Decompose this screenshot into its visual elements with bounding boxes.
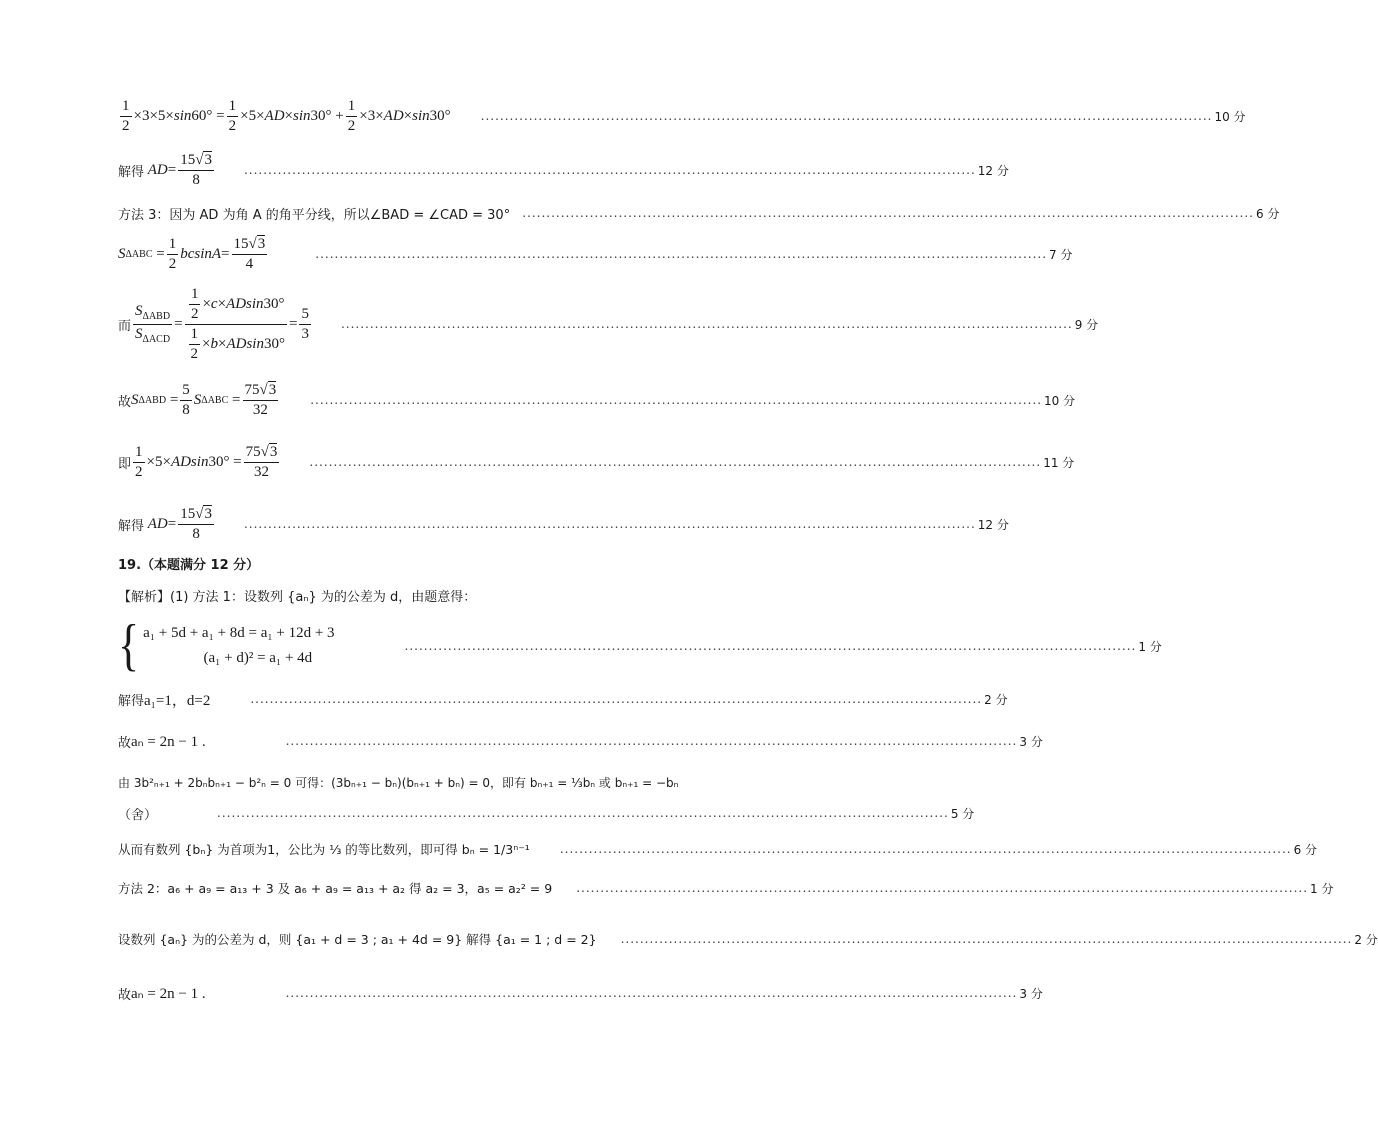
label: 故 [118,394,132,410]
equation: $\frac{1}{2}$ ×5× ADsin 30° = $\frac{75√3}{32}$ [135,443,278,480]
equation: aₙ = 2n − 1 . [131,985,206,1002]
leader-dots: ........................................................................................................................................................ [522,206,1254,220]
label: 解得 [118,518,145,534]
label: 解得 [118,164,145,180]
line-10 [118,584,674,606]
method-3-statement: 方法 3：因为 AD 为角 A 的角平分线，所以∠BAD = ∠CAD = 30° [118,207,511,223]
equation: S ΔABC = $\frac{1}{2}$ bcsinA = $\frac{15√3}{4}$ [118,235,266,272]
score: 5 分 [950,806,975,821]
derivation-text: 由 3b²ₙ₊₁ + 2bₙbₙ₊₁ − b²ₙ = 0 可得：(3bₙ₊₁ − bₙ)(bₙ₊₁ + bₙ) = 0，即有 bₙ₊₁ = ⅓bₙ 或 bₙ₊₁ = −bₙ [118,775,679,790]
method-2-system: 设数列 {aₙ} 为的公差为 d，则 {a₁ + d = 3 ; a₁ + 4d = 9} 解得 {a₁ = 1 ; d = 2} [118,932,597,947]
equation-2: (a₁ + d)² = a₁ + 4d [203,650,313,666]
score: 1 分 [1310,881,1334,896]
equation: AD = $\frac{15√3}{8}$ [147,151,212,188]
score: 3 分 [1019,986,1043,1001]
leader-dots: ........................................................................................................................................................ [480,109,1213,123]
line-8 [118,504,1009,544]
leader-dots: ........................................................................................................................................................ [340,317,1073,331]
label: 解得 [118,693,145,709]
leader-dots: ........................................................................................................................................................ [285,986,1018,1000]
score: 11 分 [1043,455,1075,470]
analysis-intro: 【解析】(1) 方法 1：设数列 {aₙ} 为的公差为 d，由题意得： [118,589,477,605]
line-16 [118,834,1318,864]
equation: a₁=1，d=2 [144,692,211,709]
leader-dots: ........................................................................................................................................................ [243,163,976,177]
line-18 [118,914,1378,964]
line-4 [118,234,1073,274]
line-1 [118,97,1246,134]
line-6 [118,380,1076,420]
score: 3 分 [1019,734,1043,749]
score: 2 分 [984,692,1008,707]
line-19 [118,982,1043,1004]
score: 10 分 [1044,393,1076,408]
leader-dots: ........................................................................................................................................................ [217,806,949,820]
label: 即 [118,456,132,472]
label: 故 [118,987,132,1003]
equation: aₙ = 2n − 1 . [131,733,206,750]
leader-dots: ........................................................................................................................................................ [310,393,1043,407]
label: 而 [118,318,132,334]
line-11 [118,613,1162,678]
score: 10 分 [1214,109,1246,124]
equation-system [143,625,334,667]
equation: AD = $\frac{15√3}{8}$ [147,505,212,542]
score: 1 分 [1138,639,1162,654]
leader-dots: ........................................................................................................................................................ [285,734,1018,748]
left-brace: { [118,613,140,678]
score: 7 分 [1049,247,1073,262]
discard-note: （舍） [118,807,158,823]
score: 9 分 [1074,317,1099,332]
leader-dots: ........................................................................................................................................................ [620,932,1353,946]
line-5 [118,284,1099,364]
line-3 [118,202,1280,224]
leader-dots: ........................................................................................................................................................ [243,517,976,531]
line-2 [118,150,1009,190]
leader-dots: ........................................................................................................................................................ [309,455,1042,469]
leader-dots: ........................................................................................................................................................ [250,692,983,706]
method-2-text: 方法 2：a₆ + a₉ = a₁₃ + 3 及 a₆ + a₉ = a₁₃ + a₂ 得 a₂ = 3，a₅ = a₂² = 9 [118,881,553,896]
question-19-heading [118,552,674,574]
line-13 [118,730,1043,752]
equation: $\frac{1}{2}$ ×3×5× sin 60° = $\frac{1}{2}$ ×5× AD × sin 30° + $\frac{1}{2}$ ×3× AD × sin 30° [122,97,451,134]
line-17 [118,876,1334,900]
conclusion-text: 从而有数列 {bₙ} 为首项为1，公比为 ⅓ 的等比数列，即可得 bₙ = 1/3ⁿ⁻¹ [118,842,530,857]
equation: $\frac{S_{\Delta ABD}}{S_{\Delta ACD}}$ = $\frac{1}{2}$ ×c×ADsin30° $\frac{1}{2}$ ×b×ADsin30° = $\frac{5}{3}$ [135,285,309,362]
score: 6 分 [1256,206,1280,221]
score: 12 分 [977,517,1009,532]
score: 2 分 [1354,932,1378,947]
equation: S ΔABD = $\frac{5}{8}$ S ΔABC = $\frac{75√3}{32}$ [131,381,277,418]
leader-dots: ........................................................................................................................................................ [404,639,1137,653]
score: 12 分 [977,163,1009,178]
line-14 [118,770,679,794]
leader-dots: ........................................................................................................................................................ [559,842,1292,856]
line-15 [118,802,975,824]
line-12 [118,688,1008,710]
label: 故 [118,735,132,751]
leader-dots: ........................................................................................................................................................ [576,881,1309,895]
equation-1: a₁ + 5d + a₁ + 8d = a₁ + 12d + 3 [143,625,335,641]
leader-dots: ........................................................................................................................................................ [315,247,1048,261]
line-7 [118,442,1075,482]
score: 6 分 [1293,842,1318,857]
heading-text: 19.（本题满分 12 分） [118,557,260,573]
